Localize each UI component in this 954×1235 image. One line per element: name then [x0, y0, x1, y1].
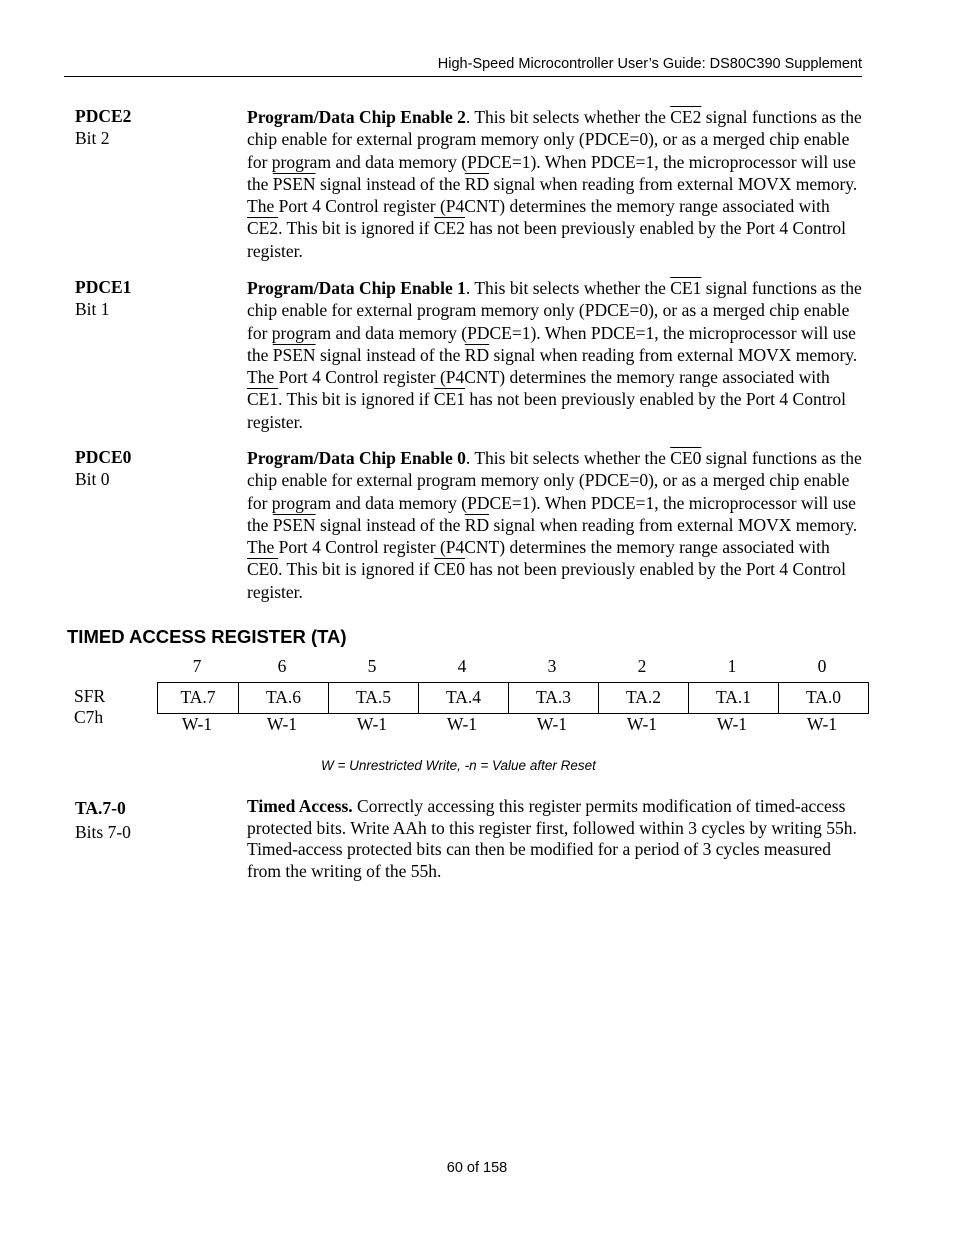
desc-text: signal functions as the chip enable for external program memory only (PDCE=0), or as a merged chip enable for program and data memory (PDCE=1). When PDCE=1, the microprocessor will use the — [247, 278, 862, 365]
signal-ce: CE2 — [433, 218, 465, 239]
desc-text: . This bit is ignored if — [278, 389, 434, 410]
bit-number: 1 — [727, 656, 737, 676]
desc-text: . This bit is ignored if — [278, 218, 434, 239]
bit-heading: Program/Data Chip Enable 1 — [247, 278, 466, 298]
bit-number: 7 — [192, 656, 202, 676]
access-type: W-1 — [446, 714, 478, 734]
page-number: 60 of 158 — [446, 1160, 508, 1176]
bit-heading: Program/Data Chip Enable 2 — [247, 107, 466, 127]
bit-number: 4 — [457, 656, 467, 676]
register-legend: W = Unrestricted Write, -n = Value after Reset — [321, 758, 596, 773]
section-title: TIMED ACCESS REGISTER (TA) — [67, 626, 347, 647]
bit-term — [75, 447, 240, 490]
bit-name-row — [157, 682, 869, 714]
bit-heading: Program/Data Chip Enable 0 — [247, 448, 466, 468]
register-bit-name: TA.3 — [508, 683, 598, 713]
desc-text: Correctly accessing this register permits modification of timed-access protected bits. Write AAh to this register first, followed within 3 cycles by writing 55h. Timed-access protected bits can then be modified for a period of 3 cycles measured from the writing of the 55h. — [247, 796, 857, 881]
access-type: W-1 — [626, 714, 658, 734]
signal-psen: PSEN — [272, 514, 316, 535]
desc-text: has not been previously enabled by the Port 4 Control register. — [247, 218, 847, 261]
bit-name: PDCE0 — [75, 447, 132, 467]
bit-name: TA.7-0 — [75, 798, 126, 818]
bit-position: Bits 7-0 — [75, 822, 131, 842]
access-type: W-1 — [266, 714, 298, 734]
bit-name: PDCE2 — [75, 106, 132, 126]
bit-position: Bit 1 — [75, 298, 110, 319]
register-bit-name: TA.0 — [778, 683, 868, 713]
register-bit-name: TA.1 — [688, 683, 778, 713]
desc-text: signal functions as the chip enable for external program memory only (PDCE=0), or as a merged chip enable for program and data memory (PDCE=1). When PDCE=1, the microprocessor will use the — [247, 448, 862, 535]
bit-name: PDCE1 — [75, 277, 132, 297]
signal-ce: CE0 — [247, 559, 279, 580]
desc-text: . This bit is ignored if — [278, 559, 434, 580]
register-bit-name: TA.6 — [238, 683, 328, 713]
bit-number: 3 — [547, 656, 557, 676]
signal-ce: CE0 — [670, 448, 702, 468]
bit-term — [75, 106, 240, 149]
register-bit-name: TA.7 — [180, 687, 216, 707]
register-bit-name: TA.5 — [328, 683, 418, 713]
signal-ce: CE1 — [247, 389, 279, 410]
register-bit-name: TA.4 — [418, 683, 508, 713]
bit-description — [247, 277, 867, 433]
access-type: W-1 — [356, 714, 388, 734]
page-header — [64, 55, 862, 77]
bit-term — [75, 796, 240, 844]
bit-number: 0 — [817, 656, 827, 676]
access-row — [157, 714, 867, 735]
signal-rd: $\overline{RD}$ — [464, 344, 490, 365]
signal-rd: $\overline{RD}$ — [464, 173, 490, 194]
access-type: W-1 — [536, 714, 568, 734]
desc-text: . This bit selects whether the — [465, 278, 671, 298]
access-type: W-1 — [806, 714, 838, 734]
desc-text: signal instead of the — [315, 514, 465, 535]
bit-position: Bit 0 — [75, 468, 110, 489]
signal-rd: $\overline{RD}$ — [464, 514, 490, 535]
desc-text: . This bit selects whether the — [465, 448, 671, 468]
sfr-address: SFR C7h — [74, 686, 106, 727]
bit-number: 6 — [277, 656, 287, 676]
bit-heading: Timed Access. — [247, 796, 353, 816]
signal-psen: PSEN — [272, 173, 316, 194]
signal-ce: CE2 — [247, 218, 279, 239]
signal-ce: CE2 — [670, 107, 702, 127]
desc-text: . This bit selects whether the — [465, 107, 671, 127]
desc-text: signal instead of the — [315, 173, 465, 194]
bit-description — [247, 796, 867, 882]
signal-psen: PSEN — [272, 344, 316, 365]
signal-ce: CE1 — [670, 278, 702, 298]
desc-text: has not been previously enabled by the Port 4 Control register. — [247, 389, 847, 432]
bit-number: 5 — [367, 656, 377, 676]
desc-text: signal instead of the — [315, 344, 465, 365]
desc-text: signal when reading from external MOVX memory. The Port 4 Control register (P4CNT) determines the memory range associated with — [247, 344, 858, 388]
desc-text: signal functions as the chip enable for external program memory only (PDCE=0), or as a merged chip enable for program and data memory (PDCE=1). When PDCE=1, the microprocessor will use the — [247, 107, 862, 194]
signal-ce: CE0 — [433, 559, 465, 580]
bit-term — [75, 277, 240, 320]
desc-text: has not been previously enabled by the Port 4 Control register. — [247, 559, 847, 602]
bit-number: 2 — [637, 656, 647, 676]
bit-number-row — [157, 656, 867, 677]
access-type: W-1 — [716, 714, 748, 734]
signal-ce: CE1 — [433, 389, 465, 410]
bit-description — [247, 106, 867, 262]
bit-position: Bit 2 — [75, 127, 110, 148]
document-title: High-Speed Microcontroller User’s Guide: DS80C390 Supplement — [437, 56, 862, 72]
register-bit-name: TA.2 — [598, 683, 688, 713]
bit-description — [247, 447, 867, 603]
desc-text: signal when reading from external MOVX memory. The Port 4 Control register (P4CNT) determines the memory range associated with — [247, 173, 858, 217]
desc-text: signal when reading from external MOVX memory. The Port 4 Control register (P4CNT) determines the memory range associated with — [247, 514, 858, 558]
access-type: W-1 — [181, 714, 213, 734]
